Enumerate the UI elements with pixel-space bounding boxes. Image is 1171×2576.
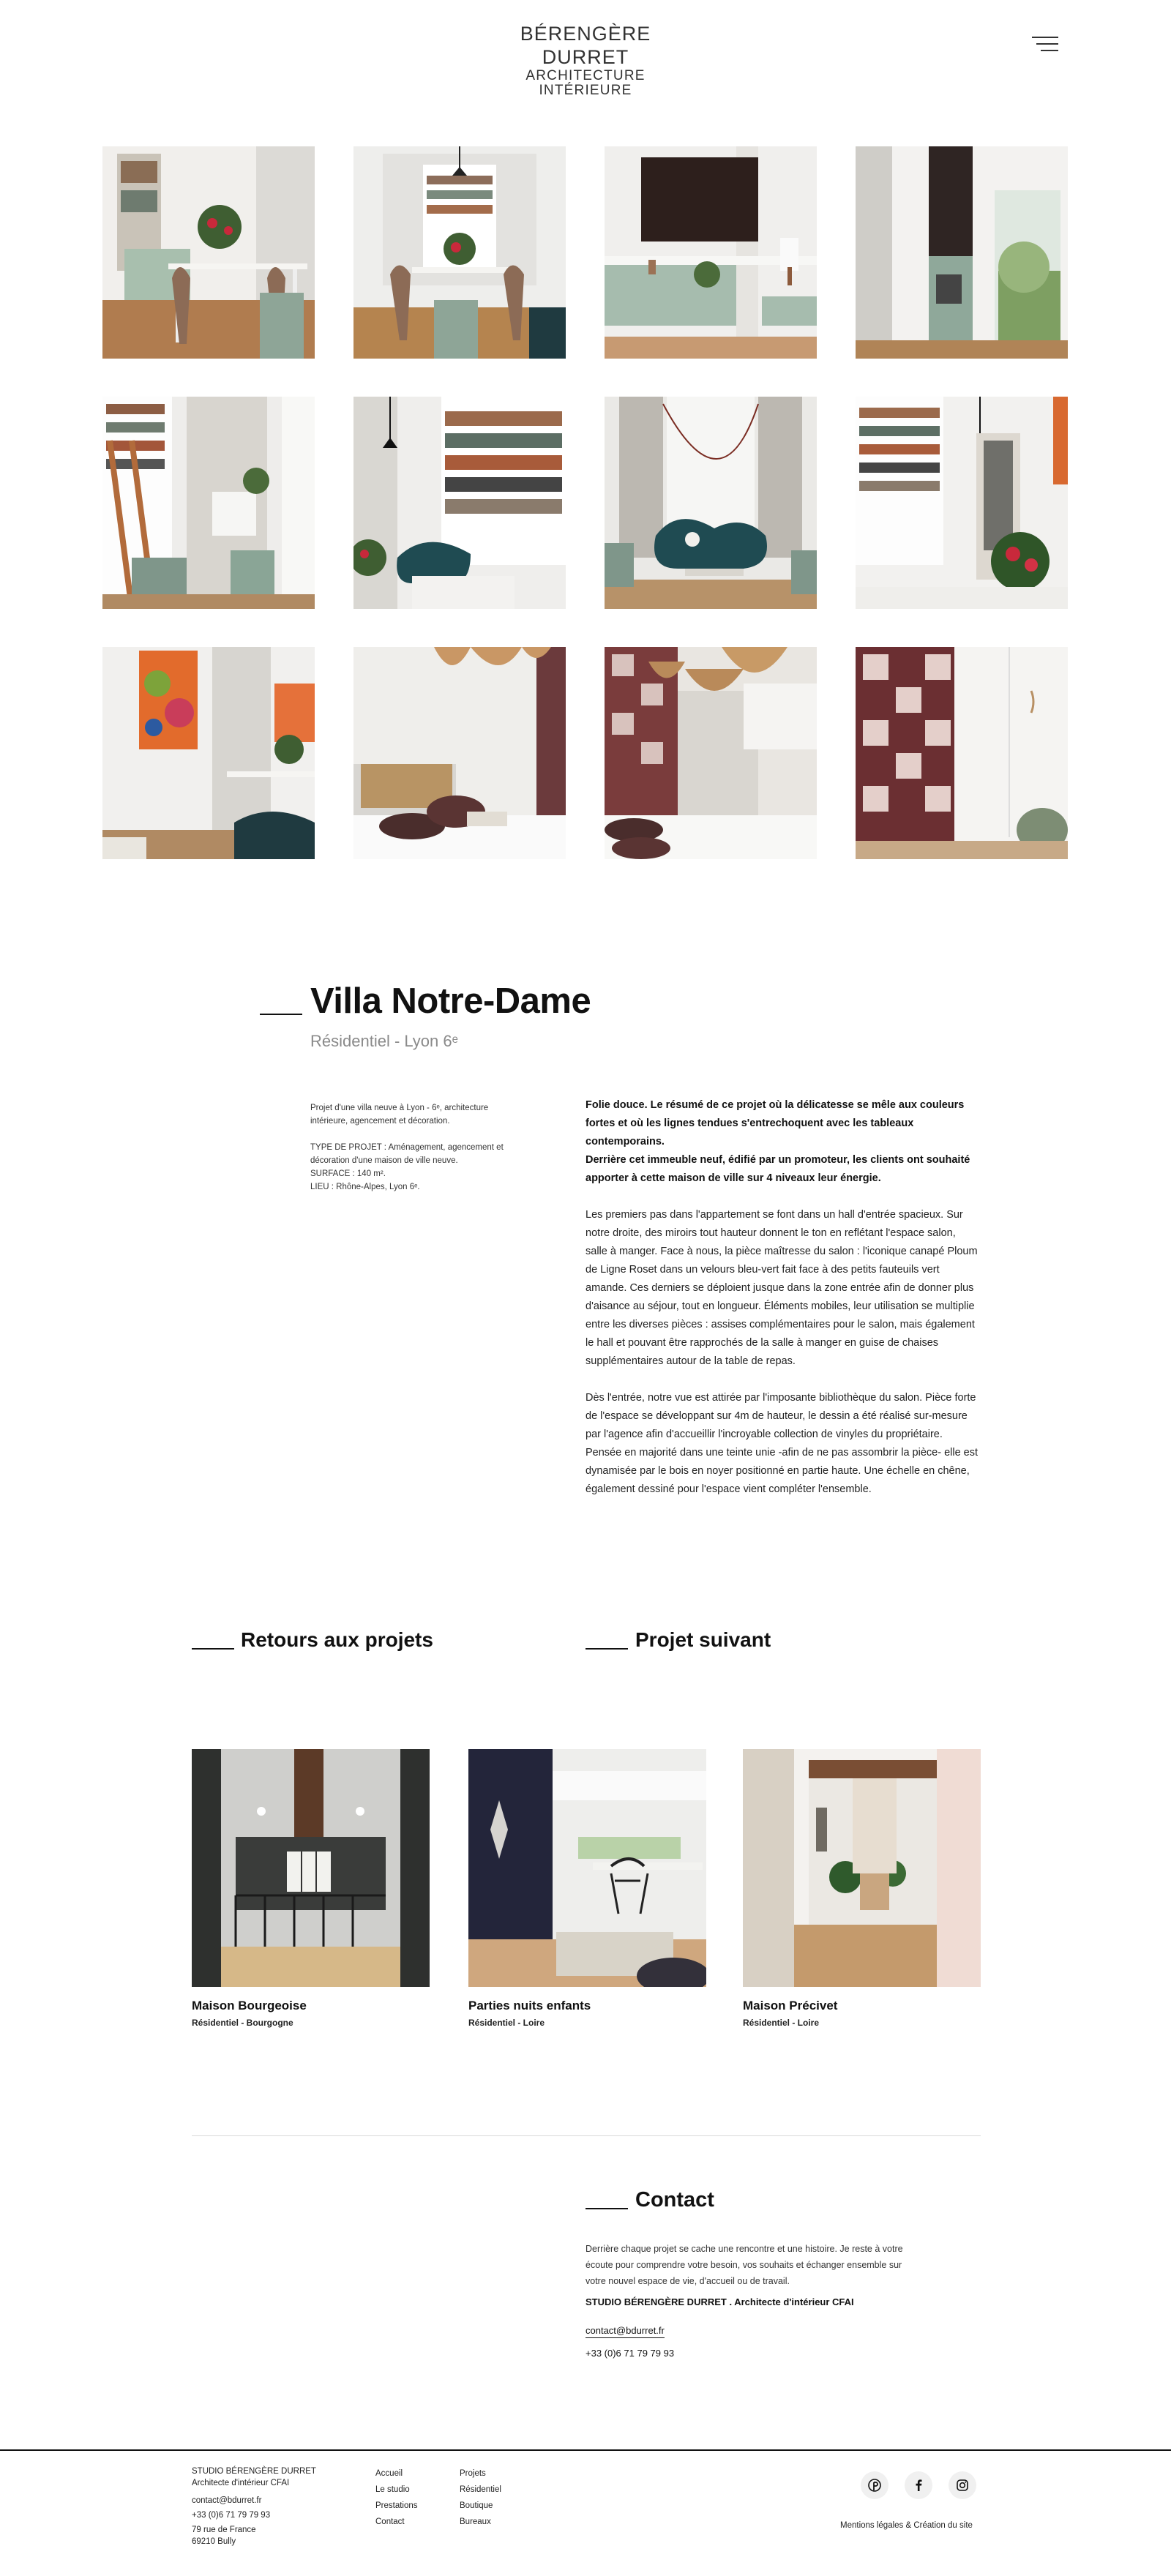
gallery-image[interactable] [605,647,817,859]
gallery-image[interactable] [353,647,566,859]
footer-link-bureaux[interactable]: Bureaux [460,2517,491,2526]
project-surface: SURFACE : 140 m². [310,1169,386,1178]
hamburger-menu-icon[interactable] [1032,35,1058,53]
contact-email-link[interactable]: contact@bdurret.fr [586,2325,665,2338]
contact-text: Derrière chaque projet se cache une rencontre et une histoire. Je reste à votre écoute pour comprendre votre besoin, vos souhaits et échanger ensemble sur votre nouvel espace de vie, d'accueil ou de travail. [586,2244,903,2286]
gallery-image[interactable] [353,397,566,609]
gallery-image[interactable] [102,647,315,859]
project-subtitle: Résidentiel - Lyon 6ᵉ [310,1032,458,1050]
gallery-image[interactable] [605,397,817,609]
facebook-icon[interactable] [905,2471,932,2499]
gallery-image[interactable] [353,146,566,359]
footer-link-projets[interactable]: Projets [460,2469,486,2478]
project-location: LIEU : Rhône-Alpes, Lyon 6ᵉ. [310,1183,420,1191]
footer-studio-name: STUDIO BÉRENGÈRE DURRET [192,2467,316,2476]
related-project-tag: Résidentiel - Loire [743,2018,820,2028]
footer-link-boutique[interactable]: Boutique [460,2501,493,2510]
project-type: TYPE DE PROJET : Aménagement, agencement et décoration d'une maison de ville neuve. [310,1143,504,1165]
footer-studio-role: Architecte d'intérieur CFAI [192,2479,290,2487]
footer-menu [375,2465,418,2530]
related-project-image[interactable] [743,1749,981,1987]
related-project-card[interactable] [743,1749,981,2028]
instagram-icon[interactable] [949,2471,976,2499]
lead-paragraph: Folie douce. Le résumé de ce projet où la délicatesse se mêle aux couleurs fortes et où les lignes tendues s'entrechoquent avec les tableaux contemporains. [586,1099,965,1147]
pinterest-icon[interactable] [861,2471,888,2499]
gallery-image[interactable] [856,146,1068,359]
footer-link-studio[interactable]: Le studio [375,2485,410,2494]
project-meta [310,1101,523,1194]
contact-rule [586,2208,628,2209]
description-paragraph: Dès l'entrée, notre vue est attirée par l'imposante bibliothèque du salon. Pièce forte de l'espace se développant sur 4m de hauteur, le dessin a été réalisé sur-mesure par l'agence afin d'accueillir l'incroyable collection de vinyles du propriétaire. Pensée en majorité dans une teinte unie -afin de ne pas assombrir la pièce- elle est dynamisée par le bois en noyer positionné en partie haute. Une échelle en chêne, également dessiné pour l'espace vient compléter l'ensemble. [586,1392,979,1495]
footer-address-line: 69210 Bully [192,2537,236,2546]
section-divider [192,2135,981,2136]
site-footer [0,2449,1171,2576]
next-project-link[interactable]: Projet suivant [635,1628,771,1651]
related-project-name: Maison Précivet [743,1999,838,2012]
page-title: Villa Notre-Dame [310,981,591,1021]
gallery-image[interactable] [856,397,1068,609]
project-intro: Projet d'une villa neuve à Lyon - 6ᵉ, architecture intérieure, agencement et décoration. [310,1104,489,1126]
contact-phone[interactable]: +33 (0)6 71 79 79 93 [586,2348,675,2359]
project-description [586,1096,979,1517]
footer-studio-info [192,2465,316,2547]
footer-email-link[interactable]: contact@bdurret.fr [192,2496,262,2505]
nav-rule [192,1648,234,1650]
related-project-image[interactable] [192,1749,430,1987]
footer-link-accueil[interactable]: Accueil [375,2469,403,2478]
title-rule [260,1014,302,1015]
description-paragraph: Les premiers pas dans l'appartement se font dans un hall d'entrée spacieux. Sur notre droite, des miroirs tout hauteur donnent le ton en reflétant l'espace salon, salle à manger. Face à nous, la pièce maîtresse du salon : l'iconique canapé Ploum de Ligne Roset dans un velours bleu-vert fait face à des petits fauteuils vert amande. Ces derniers se déploient jusque dans la zone entrée afin de donner plus d'aisance au séjour, tout en longueur. Éléments mobiles, leur utilisation se multiplie entre les diverses pièces : assises complémentaires pour le salon, mais également le hall et pouvant être rapprochés de la salle à manger en guise de chaises supplémentaires autour de la table de repas. [586,1209,978,1367]
site-logo[interactable] [492,22,679,98]
gallery-image[interactable] [102,146,315,359]
footer-link-residentiel[interactable]: Résidentiel [460,2485,501,2494]
back-to-projects-link[interactable]: Retours aux projets [241,1628,433,1651]
footer-address-line: 79 rue de France [192,2526,256,2534]
nav-rule [586,1648,628,1650]
logo-name: BÉRENGÈRE DURRET [520,23,651,68]
footer-phone[interactable]: +33 (0)6 71 79 79 93 [192,2511,271,2520]
related-project-tag: Résidentiel - Bourgogne [192,2018,293,2028]
project-lead [586,1096,979,1188]
related-project-name: Maison Bourgeoise [192,1999,307,2012]
related-project-image[interactable] [468,1749,706,1987]
footer-link-prestations[interactable]: Prestations [375,2501,418,2510]
gallery-image[interactable] [605,146,817,359]
site-header [0,0,1171,110]
related-project-name: Parties nuits enfants [468,1999,591,2012]
related-project-tag: Résidentiel - Loire [468,2018,545,2028]
contact-studio: STUDIO BÉRENGÈRE DURRET . Architecte d'intérieur CFAI [586,2296,854,2307]
legal-link[interactable]: Mentions légales & Création du site [840,2521,973,2530]
gallery-image[interactable] [102,397,315,609]
footer-link-contact[interactable]: Contact [375,2517,405,2526]
related-project-card[interactable] [192,1749,430,2028]
logo-tagline: ARCHITECTURE INTÉRIEURE [525,68,646,98]
contact-title: Contact [635,2188,714,2212]
lead-paragraph: Derrière cet immeuble neuf, édifié par un promoteur, les clients ont souhaité apporter à cette maison de ville sur 4 niveaux leur énergie. [586,1154,970,1184]
gallery-image[interactable] [856,647,1068,859]
footer-menu [460,2465,501,2530]
related-project-card[interactable] [468,1749,706,2028]
